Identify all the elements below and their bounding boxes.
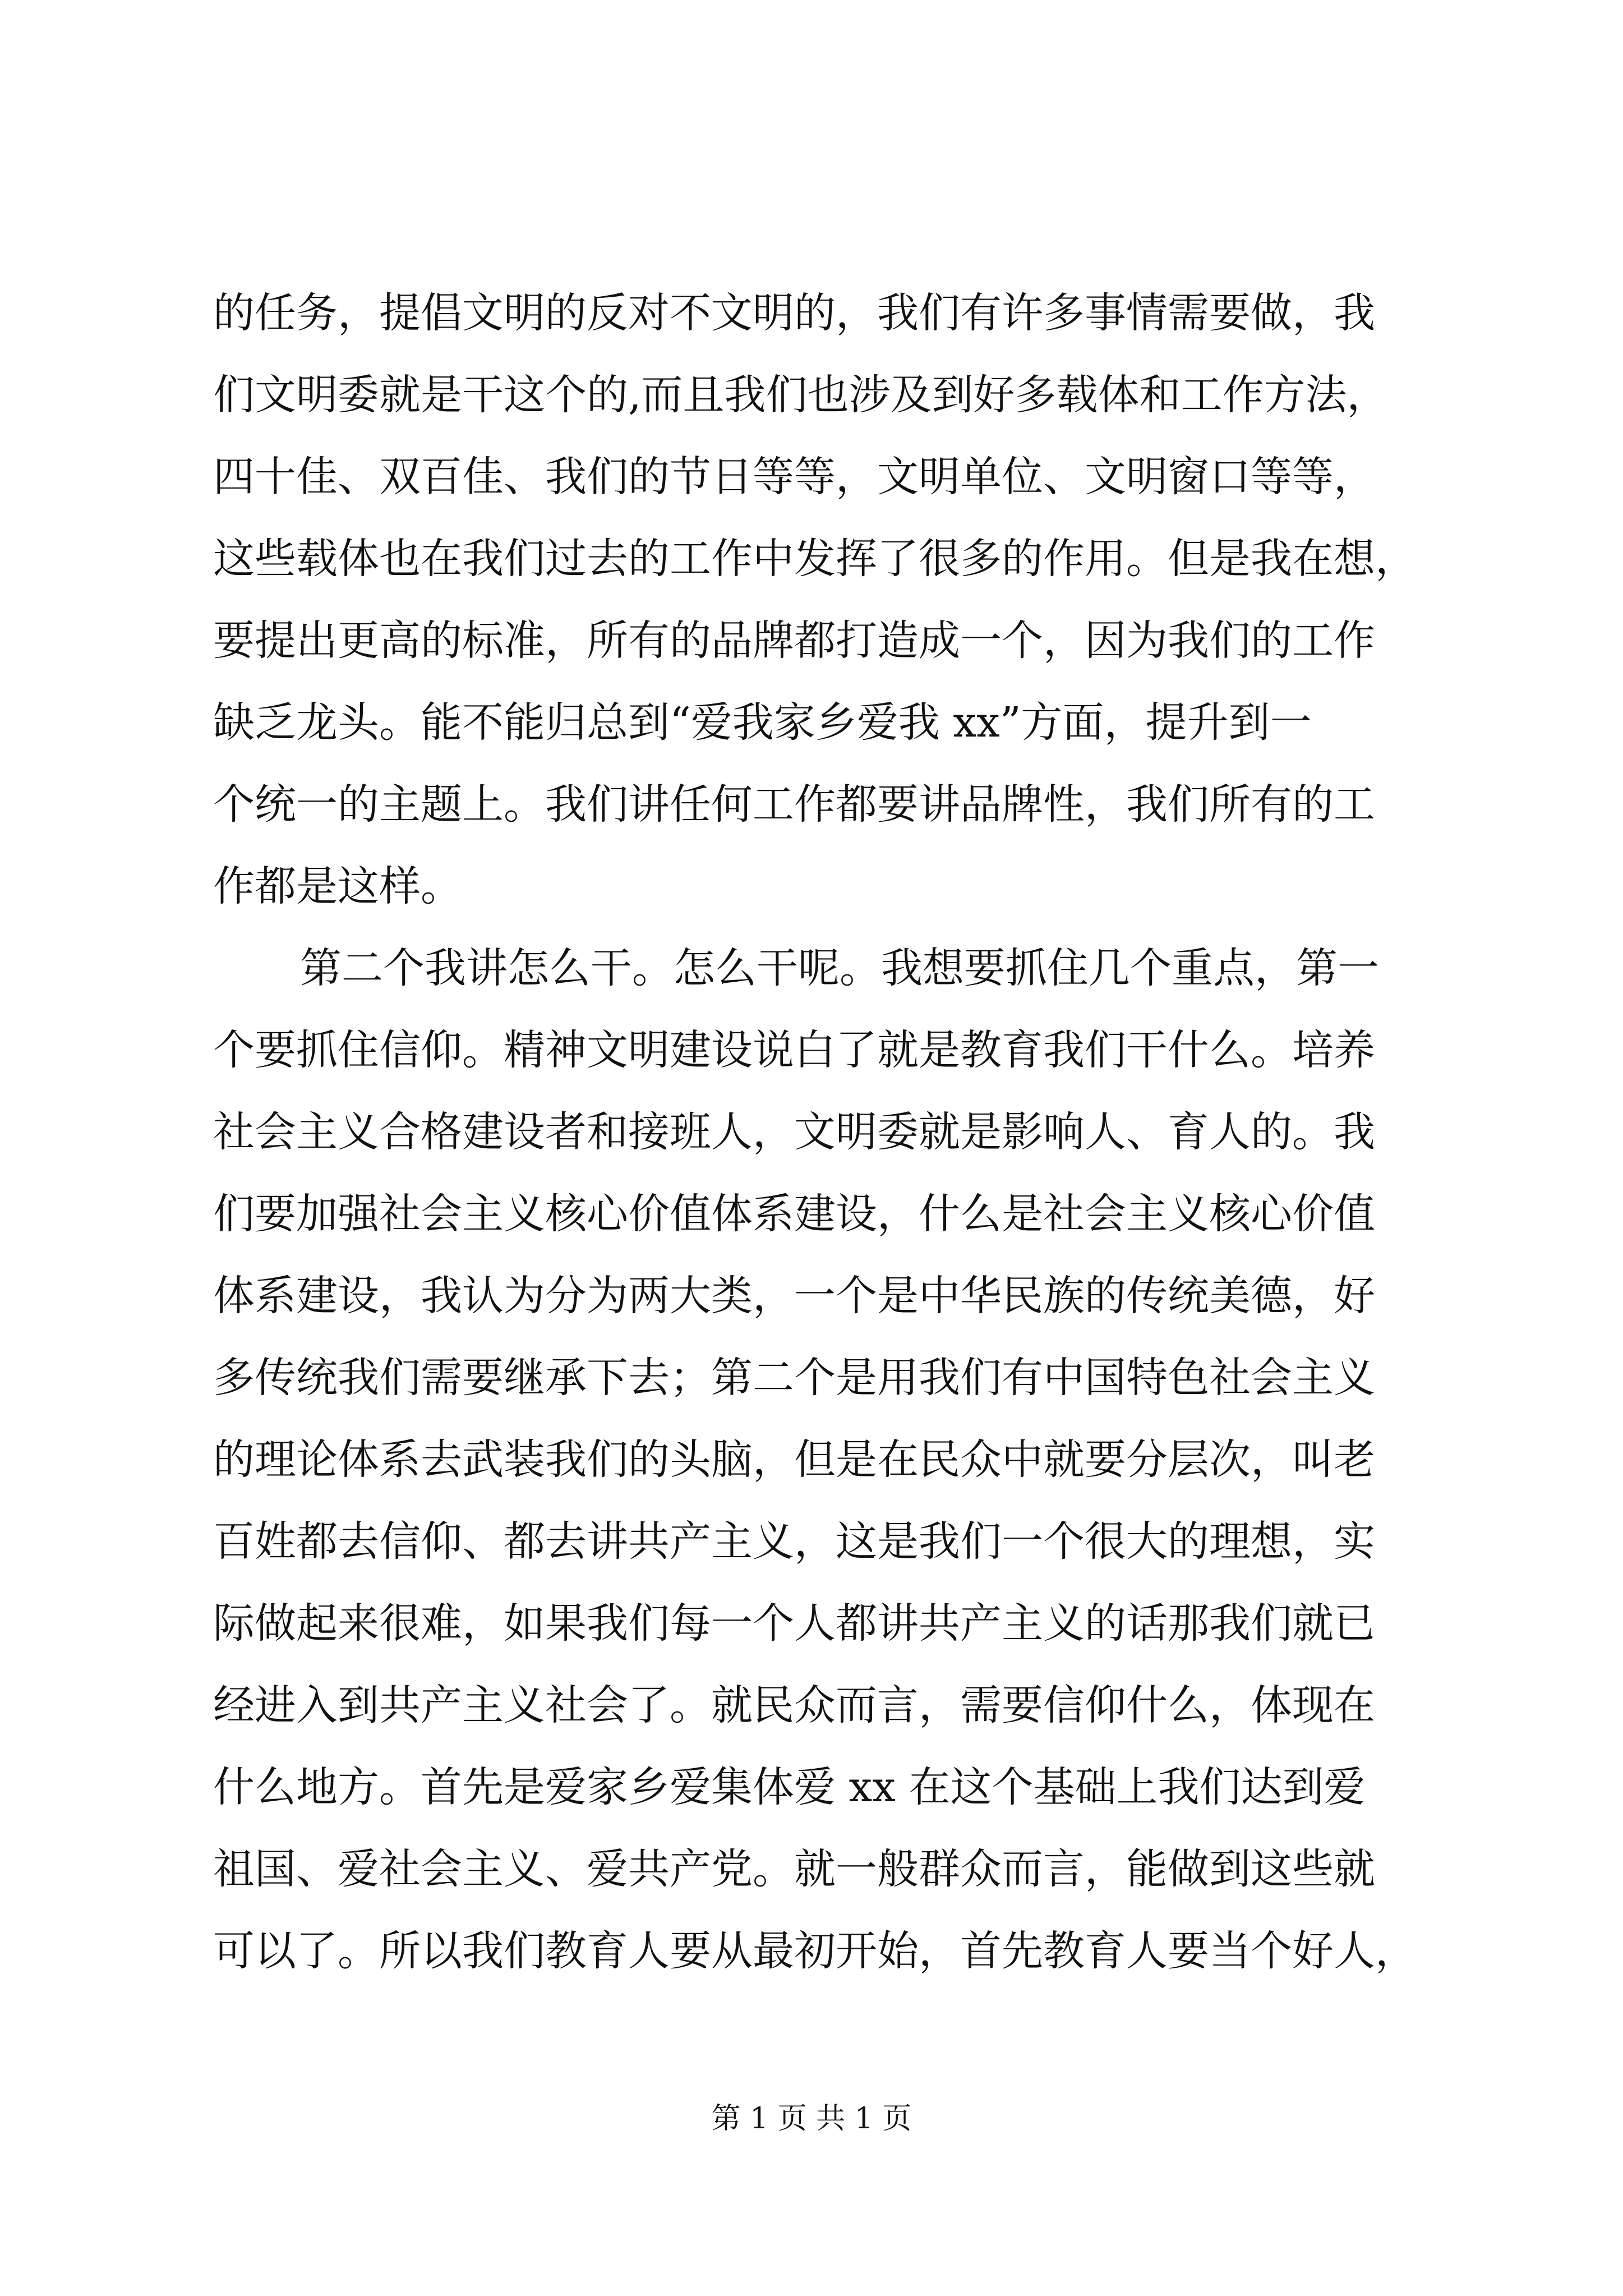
text-line: 个统一的主题上。我们讲任何工作都要讲品牌性，我们所有的工 (213, 780, 1375, 829)
text-line: 的理论体系去武装我们的头脑，但是在民众中就要分层次，叫老 (213, 1435, 1375, 1484)
text-line: 四十佳、双百佳、我们的节日等等，文明单位、文明窗口等等， (213, 453, 1375, 501)
text-line: 百姓都去信仰、都去讲共产主义，这是我们一个很大的理想，实 (213, 1517, 1375, 1566)
text-line: 社会主义合格建设者和接班人，文明委就是影响人、育人的。我 (213, 1108, 1375, 1156)
text-line: 缺乏龙头。能不能归总到“爱我家乡爱我 xx”方面，提升到一 (213, 698, 1312, 747)
text-line: 经进入到共产主义社会了。就民众而言，需要信仰什么，体现在 (213, 1681, 1375, 1729)
text-line: 们文明委就是干这个的,而且我们也涉及到好多载体和工作方法， (213, 371, 1389, 419)
text-line: 祖国、爱社会主义、爱共产党。就一般群众而言，能做到这些就 (213, 1845, 1375, 1893)
text-line: 要提出更高的标准，所有的品牌都打造成一个，因为我们的工作 (213, 616, 1375, 665)
page-footer (0, 2099, 1623, 2138)
text-line: 作都是这样。 (213, 862, 462, 910)
text-line: 这些载体也在我们过去的工作中发挥了很多的作用。但是我在想， (213, 535, 1417, 583)
text-line: 可以了。所以我们教育人要从最初开始，首先教育人要当个好人， (213, 1927, 1417, 1975)
text-line: 什么地方。首先是爱家乡爱集体爱 xx 在这个基础上我们达到爱 (213, 1763, 1366, 1811)
text-line: 多传统我们需要继承下去；第二个是用我们有中国特色社会主义 (213, 1354, 1375, 1402)
text-line: 们要加强社会主义核心价值体系建设，什么是社会主义核心价值 (213, 1190, 1375, 1238)
page-number-label: 第 1 页 共 1 页 (711, 2102, 912, 2136)
text-line: 的任务，提倡文明的反对不文明的，我们有许多事情需要做，我 (213, 289, 1375, 337)
document-body (213, 272, 1458, 1992)
text-line-paragraph-start: 第二个我讲怎么干。怎么干呢。我想要抓住几个重点，第一 (300, 944, 1379, 992)
text-line: 际做起来很难，如果我们每一个人都讲共产主义的话那我们就已 (213, 1599, 1375, 1648)
text-line: 体系建设，我认为分为两大类，一个是中华民族的传统美德，好 (213, 1272, 1375, 1320)
text-line: 个要抓住信仰。精神文明建设说白了就是教育我们干什么。培养 (213, 1026, 1375, 1074)
